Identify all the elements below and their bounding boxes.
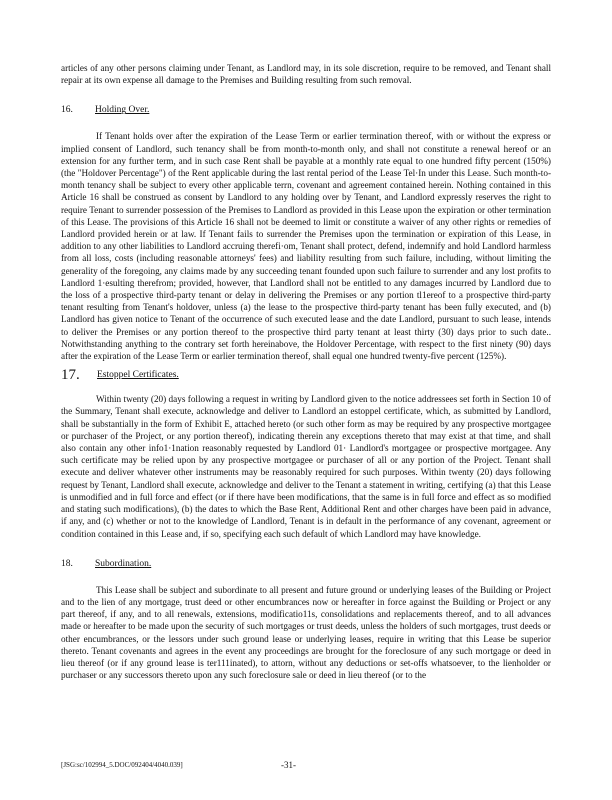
section-16-heading <box>61 104 551 116</box>
opening-paragraph: articles of any other persons claiming under Tenant, as Landlord may, in its sole discretion, require to be removed, and Tenant shall repair at its own expense all damage to the Premises and Building resulting from such removal. <box>61 63 551 86</box>
page-number: -31- <box>281 760 296 770</box>
section-16-body: If Tenant holds over after the expiration of the Lease Term or earlier termination thereof, with or without the express or implied consent of Landlord, such tenancy shall be from month-to-month only, and shall not constitute a renewal hereof or an extension for any further term, and in such case Rent shall be payable at a monthly rate equal to one hundred fifty percent (150%) (the "Holdover Percentage") of the Rent applicable during the last rental period of the Lease Tel·In under this Lease. Such month-to-month tenancy shall be subject to every other applicable terrn, covenant and agreement contained herein. Nothing contained in this Article 16 shall be construed as consent by Landlord to any holding over by Tenant, and Landlord expressly reserves the right to require Tenant to surrender possession of the Premises to Landlord as provided in this Lease upon the expiration or other termination of this Lease. The provisions of this Article 16 shall not be deemed to limit or constitute a waiver of any other rights or remedies of Landlord provided herein or at law. If Tenant fails to surrender the Premises upon the termination or expiration of this Lease, in addition to any other liabilities to Landlord accruing therefi·om, Tenant shall protect, defend, indemnify and hold Landlord harmless from all loss, costs (including reasonable attorneys' fees) and liability resulting from such failure, including, without limiting the generality of the foregoing, any claims made by any succeeding tenant founded upon such failure to surrender and any lost profits to Landlord 1·esulting therefrom; provided, however, that Landlord shall not be entitled to any damages incurred by Landlord due to the loss of a prospective third-party tenant or delay in delivering the Premises or any portion tl1ereof to a prospective third-party tenant resulting from Tenant's holdover, unless (a) the lease to the prospective third-party tenant has been fully executed, and (b) Landlord has given notice to Tenant of the occurrence of such executed lease and the date Landlord, pursuant to such lease, intends to deliver the Premises or any portion thereof to the prospective third party tenant at least thirty (30) days prior to such date.. Notwithstanding anything to the contrary set forth hereinabove, the Holdover Percentage, with respect to the first ninety (90) days after the expiration of the Lease Term or earlier termination thereof, shall equal one hundred twenty-five percent (125%). <box>61 131 551 362</box>
section-16-title: Holding Over. <box>95 105 150 116</box>
section-17-body: Within twenty (20) days following a request in writing by Landlord given to the notice addressees set forth in Section 10 of the Summary, Tenant shall execute, acknowledge and deliver to Landlord an estoppel certificate, which, as submitted by Landlord, shall be substantially in the form of Exhibit E, attached hereto (or such other form as may be required by any prospective mortgagee or purchaser of the Project, or any portion thereof), indicating therein any exceptions thereto that may exist at that time, and shall also contain any other info1·1nation reasonably requested by Landlord 01· Landlord's mortgagee or prospective mortgagee. Any such certificate may be relied upon by any prospective mortgagee or purchaser of all or any portion of the Project. Tenant shall execute and deliver whatever other instruments may be reasonably required for such purposes. Within twenty (20) days following request by Tenant, Landlord shall execute, acknowledge and deliver to the Tenant a statement in writing, certifying (a) that this Lease is unmodified and in full force and effect (or if there have been modifications, that the same is in full force and effect as so modified and stating such modifications), (b) the dates to which the Base Rent, Additional Rent and other charges have been paid in advance, if any, and (c) whether or not to the knowledge of Landlord, Tenant is in default in the performance of any covenant, agreement or condition contained in this Lease and, if so, specifying each such default of which Landlord may have knowledge. <box>61 394 551 539</box>
section-17-heading <box>61 367 551 384</box>
section-17-number: 17. <box>61 367 80 384</box>
section-17-title: Estoppel Certificates. <box>97 370 179 381</box>
section-18-body: This Lease shall be subject and subordinate to all present and future ground or underlying leases of the Building or Project and to the lien of any mortgage, trust deed or other encumbrances now or hereafter in force against the Building or Project or any part thereof, if any, and to all renewals, extensions, modificatio11s, consolidations and replacements thereof, and to all advances made or hereafter to be made upon the security of such mortgages or trust deeds, unless the holders of such mortgages, trust deeds or other encumbrances, or the lessors under such ground lease or underlying leases, require in writing that this Lease be superior thereto. Tenant covenants and agrees in the event any proceedings are brought for the foreclosure of any such mortgage or deed in lieu thereof (or if any ground lease is ter111inated), to attorn, without any deductions or set-offs whatsoever, to the lienholder or purchaser or any successors thereto upon any such foreclosure sale or deed in lieu thereof (or to the <box>61 584 551 681</box>
section-16-number: 16. <box>61 105 73 116</box>
section-18-heading <box>61 558 551 570</box>
section-18-title: Subordination. <box>95 558 152 569</box>
document-page <box>61 62 551 681</box>
section-18-number: 18. <box>61 558 73 569</box>
document-code: [JSG:sc/102994_5.DOC/092404/4040.039] <box>61 761 183 769</box>
